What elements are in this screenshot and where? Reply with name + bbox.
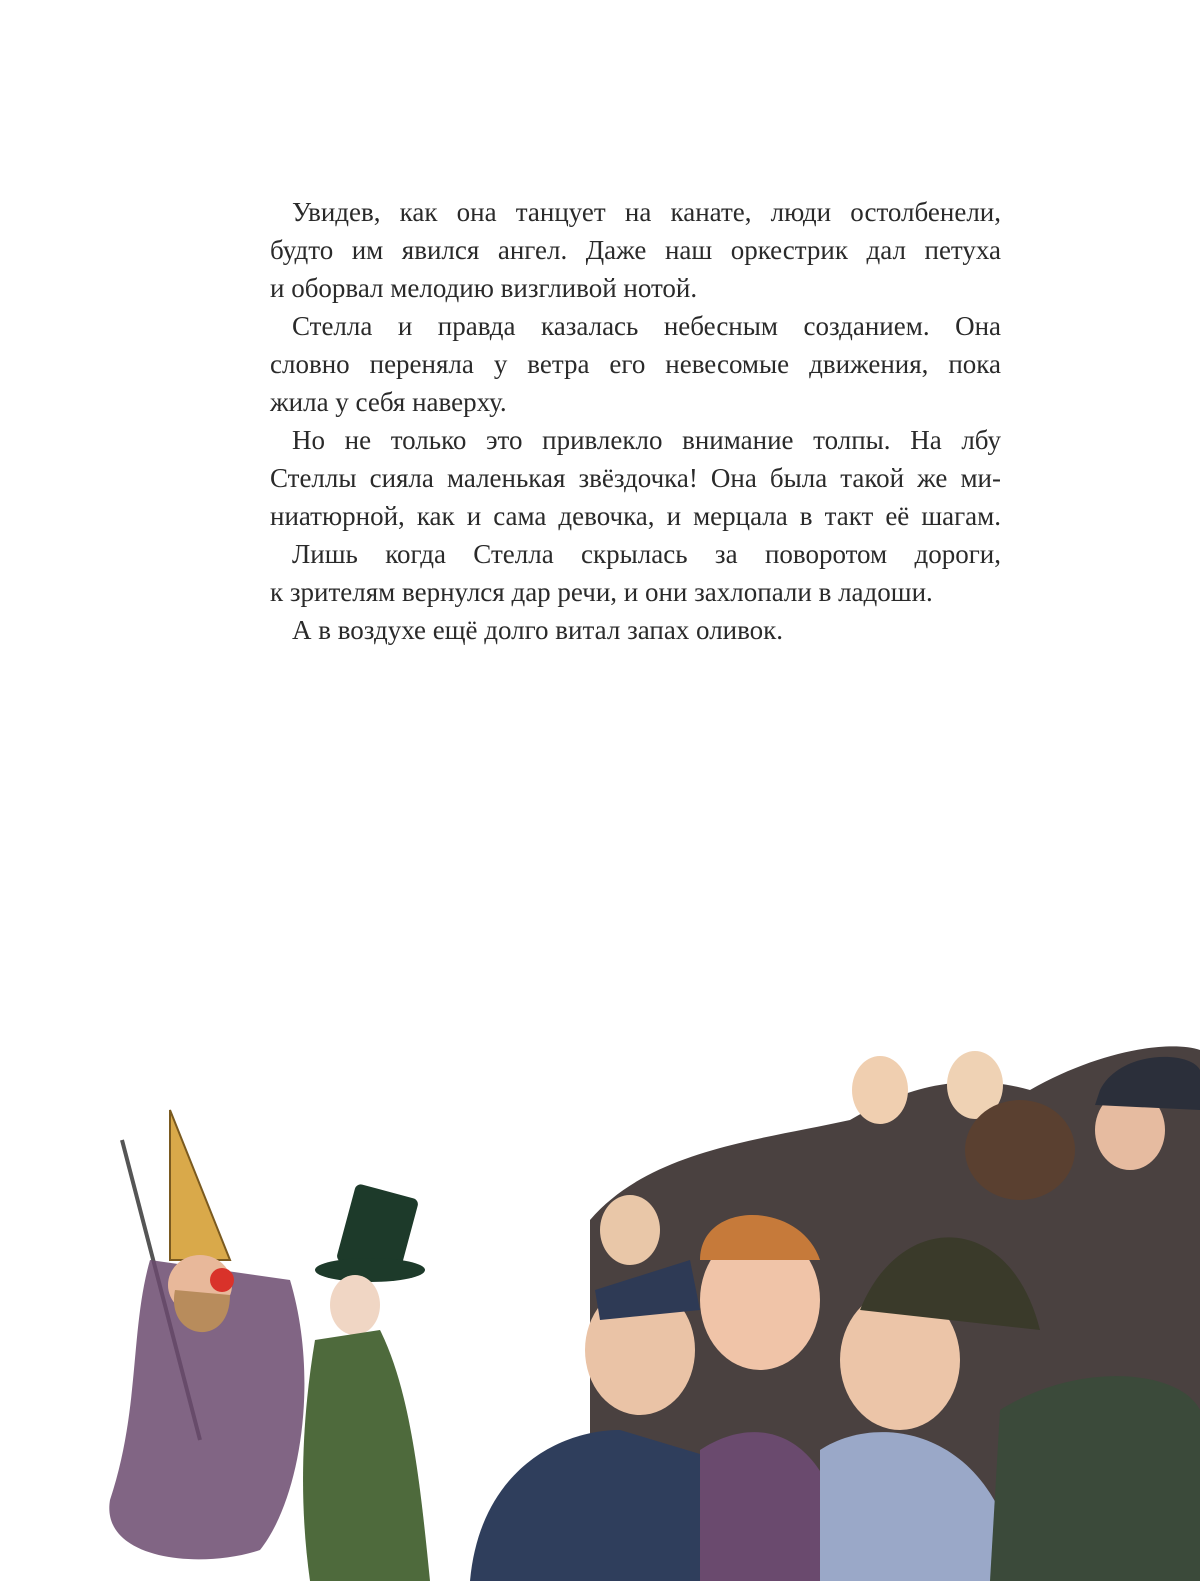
text-line: Лишь когда Стелла скрылась за поворотом дороги, [292,539,1001,569]
text-line: Увидев, как она танцует на канате, люди остолбенели, [292,197,1001,227]
text-line: Но не только это привлекло внимание толпы. На лбу [292,425,1001,455]
lady-figure [303,1183,430,1581]
text-line: словно переняла у ветра его невесомые движения, пока [270,349,1001,379]
crowd-illustration [0,1030,1200,1581]
crowd [470,1046,1200,1581]
text-line: Стелла и правда казалась небесным созданием. Она [292,311,1001,341]
text-line: ниатюрной, как и сама девочка, и мерцала в такт её шагам. [270,501,1001,531]
text-line: к зрителям вернулся дар речи, и они захлопали в ладоши. [270,577,933,607]
text-line: и оборвал мелодию визгливой нотой. [270,273,698,303]
text-line: А в воздухе ещё долго витал запах оливок. [292,615,784,645]
story-text [270,193,1001,649]
text-line: жила у себя наверху. [270,387,507,417]
text-line: будто им явился ангел. Даже наш оркестрик дал петуха [270,235,1001,265]
text-line: Стеллы сияла маленькая звёздочка! Она была такой же ми- [270,463,1001,493]
clown-figure [109,1110,304,1559]
